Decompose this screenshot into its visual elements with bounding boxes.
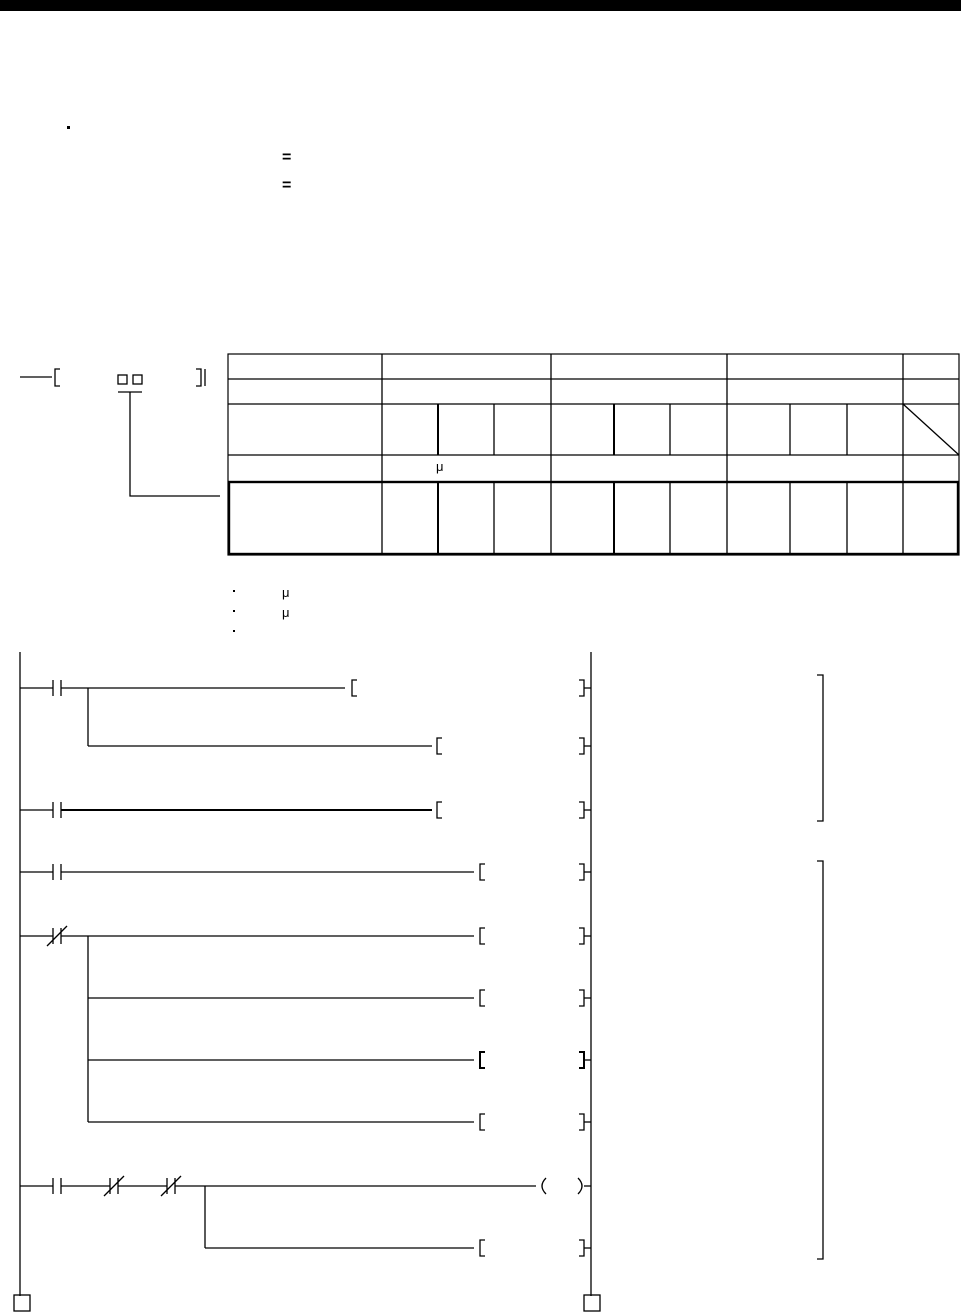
spec-table bbox=[228, 354, 959, 555]
micro-symbol: μ bbox=[282, 605, 290, 620]
equals-sign: = bbox=[282, 149, 292, 166]
micro-symbol: μ bbox=[436, 459, 444, 474]
equals-sign: = bbox=[282, 177, 292, 194]
continuation-marker bbox=[584, 1295, 600, 1311]
instruction-symbol bbox=[20, 369, 220, 496]
ladder-rung bbox=[20, 926, 591, 1130]
group-bracket bbox=[817, 861, 823, 1259]
ladder-rung bbox=[20, 802, 591, 818]
ladder-rung bbox=[20, 680, 591, 754]
micro-symbol: μ bbox=[282, 585, 290, 600]
group-bracket bbox=[817, 675, 823, 821]
continuation-marker bbox=[14, 1295, 30, 1311]
ladder-rung bbox=[20, 864, 591, 880]
ladder-rung bbox=[20, 1176, 591, 1256]
power-rails bbox=[20, 652, 591, 1296]
